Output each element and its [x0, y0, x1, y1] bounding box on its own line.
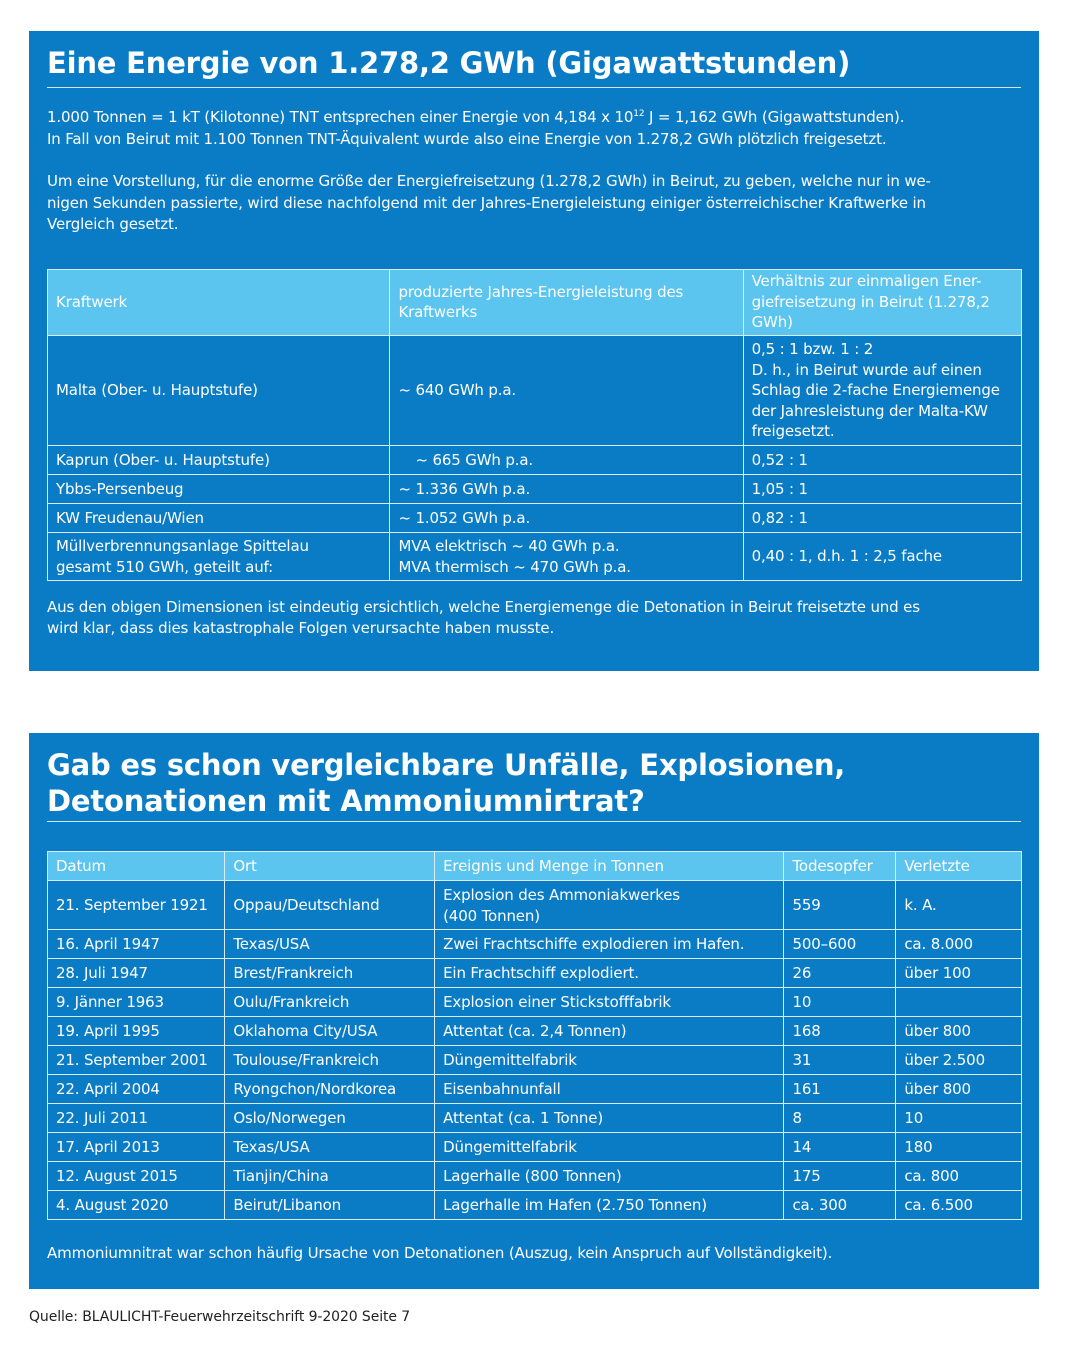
accident-date: 12. August 2015: [48, 1162, 225, 1191]
plant-ratio: 0,52 : 1: [743, 445, 1021, 474]
accident-date: 19. April 1995: [48, 1017, 225, 1046]
header-output-line-1: produzierte Jahres-Energieleistung des: [398, 282, 684, 301]
header-output: [390, 269, 743, 335]
plant-name-line: gesamt 510 GWh, geteilt auf:: [56, 557, 274, 576]
plant-name: Malta (Ober- u. Hauptstufe): [48, 335, 390, 445]
accident-date: 21. September 1921: [48, 881, 225, 930]
plant-output-line: MVA thermisch ~ 470 GWh p.a.: [398, 557, 631, 576]
accident-injured: ca. 6.500: [896, 1191, 1022, 1220]
table-row: [48, 1104, 1022, 1133]
energy-intro-line-1: [47, 104, 1021, 129]
comparison-line-3: Vergleich gesetzt.: [47, 215, 179, 233]
accident-injured: über 800: [896, 1017, 1022, 1046]
accident-place: Oslo/Norwegen: [225, 1104, 435, 1133]
accident-deaths: 175: [784, 1162, 896, 1191]
accident-place: Ryongchon/Nordkorea: [225, 1075, 435, 1104]
table-row: [48, 1046, 1022, 1075]
accident-injured: ca. 800: [896, 1162, 1022, 1191]
plant-name: Kaprun (Ober- u. Hauptstufe): [48, 445, 390, 474]
accident-event: Düngemittelfabrik: [435, 1133, 784, 1162]
accident-deaths: 168: [784, 1017, 896, 1046]
table-row: [48, 1191, 1022, 1220]
plant-name: Ybbs-Persenbeug: [48, 474, 390, 503]
plant-name: [48, 532, 390, 580]
plant-output: ~ 1.052 GWh p.a.: [390, 503, 743, 532]
accident-event: Attentat (ca. 1 Tonne): [435, 1104, 784, 1133]
comparison-paragraph: [47, 171, 1021, 236]
header-ratio-line-3: GWh): [751, 313, 793, 332]
accidents-section: [29, 733, 1039, 1289]
accident-place: Tianjin/China: [225, 1162, 435, 1191]
accident-place: Oklahoma City/USA: [225, 1017, 435, 1046]
table-row: [48, 988, 1022, 1017]
plant-ratio: 0,82 : 1: [743, 503, 1021, 532]
plant-output: [390, 532, 743, 580]
accidents-footnote: Ammoniumnitrat war schon häufig Ursache von Detonationen (Auszug, kein Anspruch auf Vollständigkeit).: [47, 1244, 833, 1262]
ratio-line: der Jahresleistung der Malta-KW: [751, 401, 988, 420]
accident-event: Lagerhalle im Hafen (2.750 Tonnen): [435, 1191, 784, 1220]
plant-name: KW Freudenau/Wien: [48, 503, 390, 532]
accident-date: 21. September 2001: [48, 1046, 225, 1075]
energy-section: [29, 31, 1039, 671]
header-output-line-2: Kraftwerks: [398, 303, 478, 321]
table-row: [48, 881, 1022, 930]
ratio-line: Schlag die 2-fache Energiemenge: [751, 381, 1000, 400]
accident-date: 16. April 1947: [48, 930, 225, 959]
plant-name-line: Müllverbrennungsanlage Spittelau: [56, 537, 309, 555]
accident-place: Toulouse/Frankreich: [225, 1046, 435, 1075]
conclusion-line-1: Aus den obigen Dimensionen ist eindeutig ersichtlich, welche Energiemenge die Detonation in Beirut freisetzte und es: [47, 597, 920, 616]
title-line-2: Detonationen mit Ammoniumnirtrat?: [47, 784, 645, 818]
ratio-line: D. h., in Beirut wurde auf einen: [751, 360, 982, 379]
accident-place: Texas/USA: [225, 930, 435, 959]
plant-output-text: ~ 665 GWh p.a.: [415, 450, 534, 469]
plant-ratio: 0,40 : 1, d.h. 1 : 2,5 fache: [743, 532, 1021, 580]
exponent: 12: [633, 109, 645, 119]
header-ratio-line-2: giefreisetzung in Beirut (1.278,2: [751, 292, 990, 311]
accident-date: 22. Juli 2011: [48, 1104, 225, 1133]
accident-date: 9. Jänner 1963: [48, 988, 225, 1017]
table-row: [48, 959, 1022, 988]
accident-deaths: 26: [784, 959, 896, 988]
table-header-row: [48, 269, 1022, 335]
accident-place: Brest/Frankreich: [225, 959, 435, 988]
table-row: [48, 445, 1022, 474]
energy-intro-line-2: In Fall von Beirut mit 1.100 Tonnen TNT-Äquivalent wurde also eine Energie von 1.278,2 GWh plötzlich freigesetzt.: [47, 129, 887, 148]
accident-place: Beirut/Libanon: [225, 1191, 435, 1220]
plant-output: [390, 445, 743, 474]
accident-deaths: 10: [784, 988, 896, 1017]
accident-place: Oulu/Frankreich: [225, 988, 435, 1017]
header-place: Ort: [225, 852, 435, 881]
conclusion-line-2: wird klar, dass dies katastrophale Folgen verursachte haben musste.: [47, 619, 555, 637]
table-row: [48, 474, 1022, 503]
intro-line-1-tail: J = 1,162 GWh (Gigawattstunden).: [644, 108, 905, 126]
accident-injured: über 2.500: [896, 1046, 1022, 1075]
header-date: Datum: [48, 852, 225, 881]
accident-event: Eisenbahnunfall: [435, 1075, 784, 1104]
plant-output: ~ 640 GWh p.a.: [390, 335, 743, 445]
accident-date: 4. August 2020: [48, 1191, 225, 1220]
header-kraftwerk: Kraftwerk: [48, 269, 390, 335]
plant-output: ~ 1.336 GWh p.a.: [390, 474, 743, 503]
table-row: [48, 930, 1022, 959]
accident-place: Oppau/Deutschland: [225, 881, 435, 930]
accident-event: Attentat (ca. 2,4 Tonnen): [435, 1017, 784, 1046]
energy-section-title: Eine Energie von 1.278,2 GWh (Gigawattstunden): [47, 31, 1021, 88]
table-row: [48, 1133, 1022, 1162]
accident-injured: über 800: [896, 1075, 1022, 1104]
plant-ratio: 1,05 : 1: [743, 474, 1021, 503]
accident-event: Ein Frachtschiff explodiert.: [435, 959, 784, 988]
accident-deaths: 14: [784, 1133, 896, 1162]
table-row: [48, 1017, 1022, 1046]
accident-place: Texas/USA: [225, 1133, 435, 1162]
accident-injured: 180: [896, 1133, 1022, 1162]
table-row: [48, 1162, 1022, 1191]
accident-date: 28. Juli 1947: [48, 959, 225, 988]
energy-intro-paragraph: [47, 104, 1021, 150]
event-line: Explosion des Ammoniakwerkes: [443, 886, 680, 904]
accident-event: Lagerhalle (800 Tonnen): [435, 1162, 784, 1191]
comparison-line-2: nigen Sekunden passierte, wird diese nachfolgend mit der Jahres-Energieleistung einiger österreichischer Kraftwerke in: [47, 193, 926, 212]
conclusion-paragraph: [47, 597, 1021, 640]
source-citation: Quelle: BLAULICHT-Feuerwehrzeitschrift 9-2020 Seite 7: [29, 1309, 411, 1325]
accident-injured: über 100: [896, 959, 1022, 988]
accident-deaths: 559: [784, 881, 896, 930]
accidents-section-title: [47, 733, 1021, 822]
plant-ratio: [743, 335, 1021, 445]
title-line-1: Gab es schon vergleichbare Unfälle, Explosionen,: [47, 748, 846, 782]
plant-output-line: MVA elektrisch ~ 40 GWh p.a.: [398, 537, 620, 555]
accident-deaths: ca. 300: [784, 1191, 896, 1220]
accident-event: Explosion einer Stickstofffabrik: [435, 988, 784, 1017]
accident-date: 22. April 2004: [48, 1075, 225, 1104]
accident-event: Düngemittelfabrik: [435, 1046, 784, 1075]
power-plant-table: [47, 269, 1022, 581]
table-row: [48, 532, 1022, 580]
accident-deaths: 500–600: [784, 930, 896, 959]
ratio-line: 0,5 : 1 bzw. 1 : 2: [751, 340, 874, 359]
header-injured: Verletzte: [896, 852, 1022, 881]
accident-deaths: 161: [784, 1075, 896, 1104]
ratio-line: freigesetzt.: [751, 422, 835, 441]
table-row: [48, 503, 1022, 532]
table-row: [48, 1075, 1022, 1104]
accident-event: Zwei Frachtschiffe explodieren im Hafen.: [435, 930, 784, 959]
accident-injured: [896, 988, 1022, 1017]
event-line: (400 Tonnen): [443, 906, 540, 925]
accidents-table: [47, 851, 1022, 1220]
comparison-line-1: Um eine Vorstellung, für die enorme Größe der Energiefreisetzung (1.278,2 GWh) in Beirut, zu geben, welche nur in we-: [47, 172, 931, 190]
header-ratio-line-1: Verhältnis zur einmaligen Ener-: [751, 272, 982, 291]
header-deaths: Todesopfer: [784, 852, 896, 881]
accident-deaths: 8: [784, 1104, 896, 1133]
table-header-row: [48, 852, 1022, 881]
accident-date: 17. April 2013: [48, 1133, 225, 1162]
accident-injured: k. A.: [896, 881, 1022, 930]
header-ratio: [743, 269, 1021, 335]
intro-line-1-text: 1.000 Tonnen = 1 kT (Kilotonne) TNT entsprechen einer Energie von 4,184 x 10: [47, 108, 634, 126]
accident-injured: 10: [896, 1104, 1022, 1133]
table-row: [48, 335, 1022, 445]
accident-deaths: 31: [784, 1046, 896, 1075]
accident-injured: ca. 8.000: [896, 930, 1022, 959]
accident-event: [435, 881, 784, 930]
header-event: Ereignis und Menge in Tonnen: [435, 852, 784, 881]
